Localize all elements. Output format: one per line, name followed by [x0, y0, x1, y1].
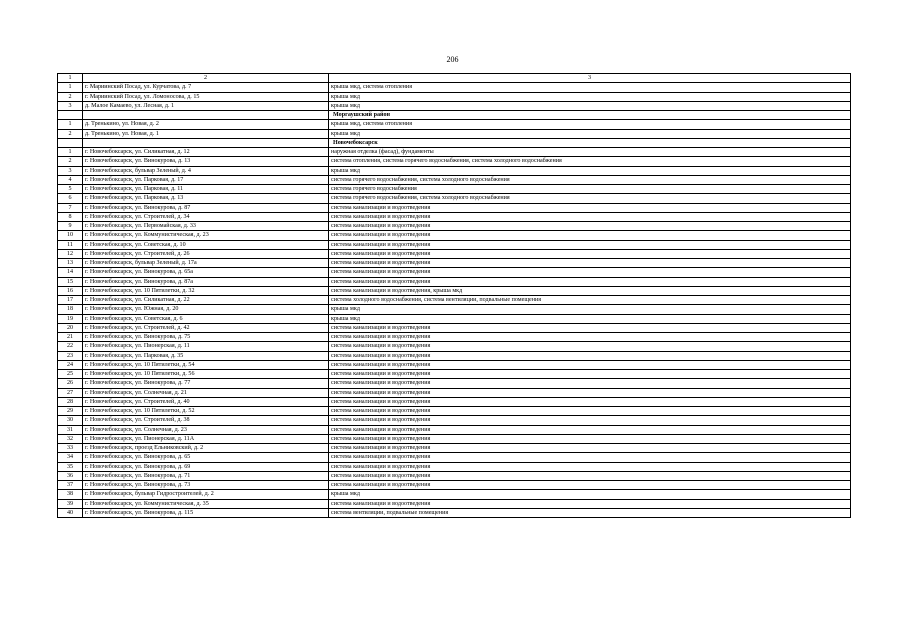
row-work-type: система канализации и водоотведения: [329, 212, 851, 221]
row-work-type: система вентиляции, подвальные помещения: [329, 508, 851, 517]
row-number: 13: [58, 259, 83, 268]
row-number: 36: [58, 471, 83, 480]
row-number: 12: [58, 249, 83, 258]
table-row: [58, 286, 851, 295]
row-number: 21: [58, 333, 83, 342]
row-address: г. Новочебоксарск, ул. Советская, д. 6: [83, 314, 329, 323]
row-address: г. Новочебоксарск, ул. Строителей, д. 38: [83, 416, 329, 425]
row-address: д. Тренькино, ул. Новая, д. 2: [83, 120, 329, 129]
row-work-type: система горячего водоснабжения: [329, 185, 851, 194]
table-row: [58, 296, 851, 305]
table-row: [58, 231, 851, 240]
row-number: 25: [58, 370, 83, 379]
table-row: [58, 222, 851, 231]
row-address: г. Новочебоксарск, ул. Строителей, д. 40: [83, 397, 329, 406]
row-number: 3: [58, 166, 83, 175]
row-work-type: система холодного водоснабжения, система вентиляции, подвальные помещения: [329, 296, 851, 305]
table-row: [58, 314, 851, 323]
row-address: г. Новочебоксарск, ул. Парковая, д. 35: [83, 351, 329, 360]
row-address: г. Новочебоксарск, ул. 10 Пятилетки, д. 56: [83, 370, 329, 379]
table-row: [58, 425, 851, 434]
row-address: г. Новочебоксарск, ул. Винокурова, д. 73: [83, 481, 329, 490]
table-row: [58, 351, 851, 360]
row-address: г. Новочебоксарск, ул. Южная, д. 20: [83, 305, 329, 314]
section-num-cell: [58, 111, 83, 120]
row-number: 23: [58, 351, 83, 360]
row-number: 10: [58, 231, 83, 240]
row-work-type: система канализации и водоотведения: [329, 397, 851, 406]
row-work-type: система канализации и водоотведения: [329, 259, 851, 268]
section-title: Новочебоксарск: [329, 138, 851, 147]
row-number: 16: [58, 286, 83, 295]
section-title: Моргаушский район: [329, 111, 851, 120]
row-address: г. Новочебоксарск, ул. Парковая, д. 17: [83, 175, 329, 184]
table-row: [58, 92, 851, 101]
table-row: [58, 508, 851, 517]
row-work-type: система канализации и водоотведения: [329, 416, 851, 425]
row-number: 28: [58, 397, 83, 406]
row-address: г. Новочебоксарск, бульвар Зеленый, д. 4: [83, 166, 329, 175]
row-work-type: крыша мкд, система отопления: [329, 83, 851, 92]
table-row: [58, 471, 851, 480]
row-work-type: система канализации и водоотведения: [329, 499, 851, 508]
table-row: [58, 259, 851, 268]
row-number: 33: [58, 444, 83, 453]
repair-table-body: [58, 74, 851, 518]
row-number: 38: [58, 490, 83, 499]
table-row: [58, 101, 851, 110]
row-address: г. Новочебоксарск, ул. Винокурова, д. 115: [83, 508, 329, 517]
row-address: г. Новочебоксарск, ул. Строителей, д. 42: [83, 323, 329, 332]
row-address: г. Новочебоксарск, ул. Силикатная, д. 22: [83, 296, 329, 305]
row-work-type: система канализации и водоотведения: [329, 471, 851, 480]
row-number: 9: [58, 222, 83, 231]
table-row: [58, 129, 851, 138]
row-address: г. Новочебоксарск, ул. Винокурова, д. 69: [83, 462, 329, 471]
table-row: [58, 249, 851, 258]
row-address: г. Новочебоксарск, ул. Коммунистическая, д. 23: [83, 231, 329, 240]
row-number: 17: [58, 296, 83, 305]
table-row: [58, 120, 851, 129]
table-row: [58, 194, 851, 203]
row-number: 8: [58, 212, 83, 221]
row-number: 35: [58, 462, 83, 471]
row-work-type: система канализации и водоотведения: [329, 444, 851, 453]
row-address: г. Новочебоксарск, ул. Парковая, д. 13: [83, 194, 329, 203]
table-row: [58, 379, 851, 388]
table-row: [58, 360, 851, 369]
table-row: [58, 212, 851, 221]
table-row: [58, 83, 851, 92]
table-row: [58, 481, 851, 490]
table-row: [58, 166, 851, 175]
row-number: 29: [58, 407, 83, 416]
row-work-type: система канализации и водоотведения: [329, 249, 851, 258]
row-work-type: система канализации и водоотведения: [329, 360, 851, 369]
section-row: [58, 111, 851, 120]
table-row: [58, 490, 851, 499]
row-number: 40: [58, 508, 83, 517]
row-number: 24: [58, 360, 83, 369]
header-col-1: 1: [58, 74, 83, 83]
row-address: г. Новочебоксарск, ул. 10 Пятилетки, д. 54: [83, 360, 329, 369]
row-number: 2: [58, 92, 83, 101]
row-work-type: система канализации и водоотведения: [329, 277, 851, 286]
row-address: г. Новочебоксарск, ул. Советская, д. 10: [83, 240, 329, 249]
table-row: [58, 203, 851, 212]
row-work-type: система канализации и водоотведения: [329, 203, 851, 212]
row-number: 3: [58, 101, 83, 110]
row-work-type: система канализации и водоотведения: [329, 407, 851, 416]
row-address: г. Новочебоксарск, ул. Строителей, д. 26: [83, 249, 329, 258]
row-number: 27: [58, 388, 83, 397]
row-address: г. Новочебоксарск, ул. 10 Пятилетки, д. 52: [83, 407, 329, 416]
table-row: [58, 148, 851, 157]
row-work-type: крыша мкд: [329, 305, 851, 314]
header-col-2: 2: [83, 74, 329, 83]
row-number: 31: [58, 425, 83, 434]
table-row: [58, 453, 851, 462]
row-address: г. Новочебоксарск, ул. Солнечная, д. 21: [83, 388, 329, 397]
row-number: 30: [58, 416, 83, 425]
row-address: г. Мариинский Посад, ул. Ломоносова, д. 15: [83, 92, 329, 101]
table-row: [58, 388, 851, 397]
table-row: [58, 175, 851, 184]
table-row: [58, 416, 851, 425]
table-row: [58, 397, 851, 406]
row-number: 5: [58, 185, 83, 194]
row-work-type: крыша мкд: [329, 490, 851, 499]
row-work-type: система канализации и водоотведения: [329, 370, 851, 379]
row-work-type: система канализации и водоотведения: [329, 434, 851, 443]
row-work-type: система канализации и водоотведения: [329, 240, 851, 249]
row-address: г. Новочебоксарск, ул. Винокурова, д. 13: [83, 157, 329, 166]
row-number: 4: [58, 175, 83, 184]
row-work-type: система канализации и водоотведения: [329, 222, 851, 231]
page-number: 206: [446, 55, 459, 64]
row-number: 22: [58, 342, 83, 351]
row-number: 1: [58, 83, 83, 92]
row-address: г. Новочебоксарск, ул. Винокурова, д. 87а: [83, 277, 329, 286]
table-row: [58, 342, 851, 351]
row-number: 2: [58, 157, 83, 166]
row-address: г. Новочебоксарск, ул. Пионерская, д. 11А: [83, 434, 329, 443]
table-row: [58, 268, 851, 277]
row-work-type: крыша мкд: [329, 314, 851, 323]
row-work-type: крыша мкд: [329, 101, 851, 110]
row-number: 26: [58, 379, 83, 388]
row-number: 34: [58, 453, 83, 462]
row-address: г. Новочебоксарск, ул. Солнечная, д. 23: [83, 425, 329, 434]
row-work-type: система канализации и водоотведения: [329, 453, 851, 462]
row-work-type: крыша мкд: [329, 92, 851, 101]
row-work-type: система канализации и водоотведения: [329, 388, 851, 397]
row-address: г. Новочебоксарск, ул. Пионерская, д. 11: [83, 342, 329, 351]
row-work-type: система канализации и водоотведения: [329, 481, 851, 490]
row-address: г. Новочебоксарск, ул. Коммунистическая, д. 35: [83, 499, 329, 508]
row-number: 20: [58, 323, 83, 332]
row-work-type: система канализации и водоотведения: [329, 379, 851, 388]
table-row: [58, 407, 851, 416]
table-row: [58, 240, 851, 249]
table-row: [58, 444, 851, 453]
row-work-type: система канализации и водоотведения: [329, 425, 851, 434]
table-row: [58, 370, 851, 379]
row-work-type: крыша мкд: [329, 166, 851, 175]
table-row: [58, 434, 851, 443]
row-address: д. Тренькино, ул. Новая, д. 1: [83, 129, 329, 138]
row-work-type: система горячего водоснабжения, система холодного водоснабжения: [329, 175, 851, 184]
row-address: г. Новочебоксарск, ул. Винокурова, д. 77: [83, 379, 329, 388]
row-number: 1: [58, 148, 83, 157]
row-number: 6: [58, 194, 83, 203]
row-address: г. Новочебоксарск, ул. Винокурова, д. 65а: [83, 268, 329, 277]
row-address: г. Новочебоксарск, проезд Ельниковский, д. 2: [83, 444, 329, 453]
row-work-type: система канализации и водоотведения, крыша мкд: [329, 286, 851, 295]
row-work-type: наружная отделка (фасад), фундаменты: [329, 148, 851, 157]
row-address: г. Новочебоксарск, ул. Винокурова, д. 75: [83, 333, 329, 342]
row-work-type: крыша мкд: [329, 129, 851, 138]
row-number: 18: [58, 305, 83, 314]
header-col-3: 3: [329, 74, 851, 83]
row-number: 14: [58, 268, 83, 277]
row-work-type: система канализации и водоотведения: [329, 231, 851, 240]
row-address: г. Новочебоксарск, ул. Винокурова, д. 87: [83, 203, 329, 212]
row-number: 39: [58, 499, 83, 508]
section-num-cell: [58, 138, 83, 147]
row-address: г. Новочебоксарск, ул. Винокурова, д. 71: [83, 471, 329, 480]
row-number: 32: [58, 434, 83, 443]
row-number: 37: [58, 481, 83, 490]
row-number: 7: [58, 203, 83, 212]
row-work-type: система отопления, система горячего водоснабжения, система холодного водоснабжения: [329, 157, 851, 166]
row-address: г. Новочебоксарск, ул. Первомайская, д. 33: [83, 222, 329, 231]
section-addr-cell: [83, 111, 329, 120]
row-work-type: крыша мкд, система отопления: [329, 120, 851, 129]
row-work-type: система канализации и водоотведения: [329, 323, 851, 332]
table-row: [58, 305, 851, 314]
row-address: г. Новочебоксарск, ул. Парковая, д. 11: [83, 185, 329, 194]
header-row: [58, 74, 851, 83]
row-work-type: система горячего водоснабжения, система холодного водоснабжения: [329, 194, 851, 203]
row-work-type: система канализации и водоотведения: [329, 333, 851, 342]
row-number: 15: [58, 277, 83, 286]
table-row: [58, 333, 851, 342]
row-address: г. Мариинский Посад, ул. Курчатова, д. 7: [83, 83, 329, 92]
table-row: [58, 157, 851, 166]
row-number: 11: [58, 240, 83, 249]
row-address: г. Новочебоксарск, бульвар Гидростроителей, д. 2: [83, 490, 329, 499]
row-work-type: система канализации и водоотведения: [329, 342, 851, 351]
row-address: г. Новочебоксарск, ул. Строителей, д. 34: [83, 212, 329, 221]
table-row: [58, 323, 851, 332]
row-address: г. Новочебоксарск, ул. 10 Пятилетки, д. 32: [83, 286, 329, 295]
row-work-type: система канализации и водоотведения: [329, 351, 851, 360]
section-row: [58, 138, 851, 147]
table-row: [58, 277, 851, 286]
section-addr-cell: [83, 138, 329, 147]
row-work-type: система канализации и водоотведения: [329, 462, 851, 471]
row-address: г. Новочебоксарск, ул. Силикатная, д. 12: [83, 148, 329, 157]
row-number: 19: [58, 314, 83, 323]
row-number: 2: [58, 129, 83, 138]
row-work-type: система канализации и водоотведения: [329, 268, 851, 277]
repair-table: [57, 73, 851, 518]
row-number: 1: [58, 120, 83, 129]
table-row: [58, 499, 851, 508]
row-address: г. Новочебоксарск, ул. Винокурова, д. 65: [83, 453, 329, 462]
row-address: д. Малое Камаево, ул. Лесная, д. 1: [83, 101, 329, 110]
row-address: г. Новочебоксарск, бульвар Зеленый, д. 17а: [83, 259, 329, 268]
table-row: [58, 462, 851, 471]
table-row: [58, 185, 851, 194]
